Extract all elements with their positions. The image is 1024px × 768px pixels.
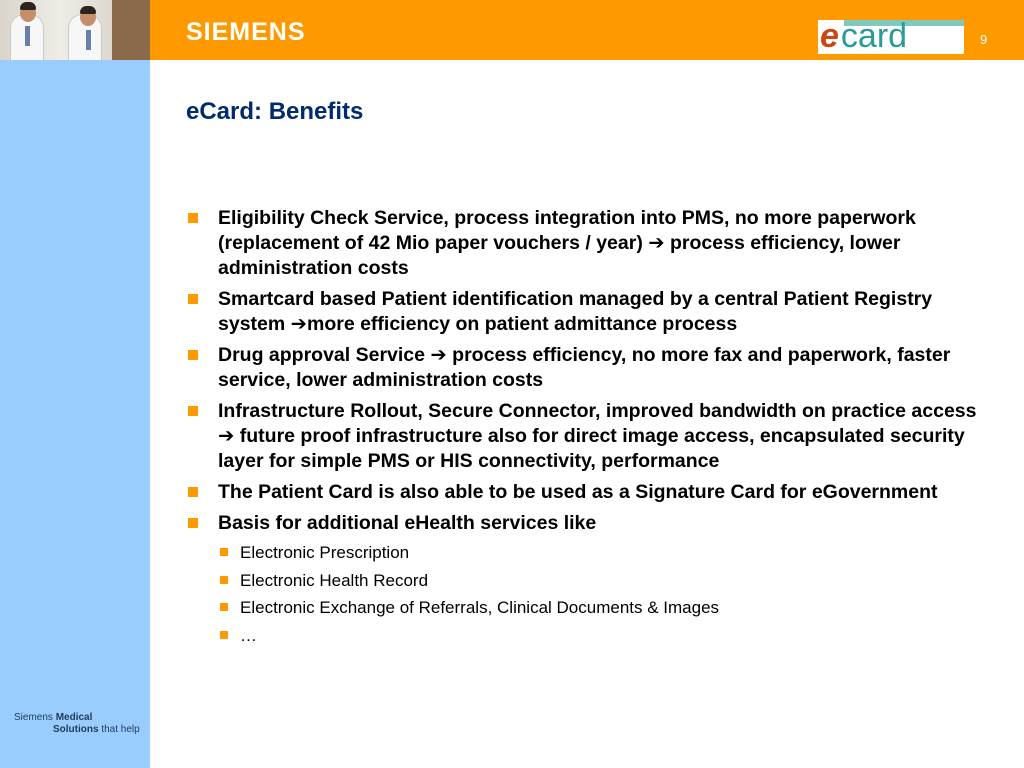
sub-bullet-text: … bbox=[240, 625, 257, 645]
bullet-text: Eligibility Check Service, process integration into PMS, no more paperwork (replacement of 42 Mio paper vouchers / year) bbox=[218, 207, 916, 254]
bullet-item bbox=[186, 511, 986, 536]
bullet-text: process efficiency, lower administration costs bbox=[218, 232, 901, 279]
bullet-text: Infrastructure Rollout, Secure Connector, improved bandwidth on practice access bbox=[218, 400, 977, 422]
ecard-logo bbox=[818, 17, 964, 55]
bullet-item bbox=[186, 343, 986, 393]
bullet-square-icon bbox=[188, 294, 198, 304]
sub-bullet-list bbox=[186, 542, 986, 647]
ecard-logo-text bbox=[818, 16, 964, 56]
sub-bullet-item bbox=[186, 542, 986, 564]
bullet-text: more efficiency on patient admittance process bbox=[306, 313, 738, 335]
bullet-square-icon bbox=[188, 213, 198, 223]
bullet-item bbox=[186, 399, 986, 474]
bullet-square-icon bbox=[220, 603, 228, 611]
sub-bullet-text: Electronic Prescription bbox=[240, 543, 410, 562]
footer-medical: Medical bbox=[55, 712, 93, 723]
footer-solutions: Solutions bbox=[53, 724, 99, 735]
bullet-square-icon bbox=[188, 487, 198, 497]
bullet-item bbox=[186, 287, 986, 337]
right-arrow-icon: ➔ bbox=[648, 232, 665, 254]
bullet-square-icon bbox=[188, 350, 198, 360]
photo-door bbox=[112, 0, 150, 60]
header-photo bbox=[0, 0, 150, 60]
bullet-square-icon bbox=[188, 518, 198, 528]
bullet-item bbox=[186, 480, 986, 505]
sub-bullet-item bbox=[186, 625, 986, 647]
bullet-text: future proof infrastructure also for direct image access, encapsulated security layer for simple PMS or HIS connectivity, performance bbox=[218, 425, 965, 472]
footer-siemens: Siemens bbox=[14, 712, 53, 723]
ecard-logo-card: card bbox=[840, 17, 908, 55]
slide-title: eCard: Benefits bbox=[186, 98, 364, 125]
bullet-square-icon bbox=[220, 576, 228, 584]
bullet-list bbox=[186, 206, 986, 652]
bullet-text: Basis for additional eHealth services like bbox=[218, 512, 597, 534]
bullet-text: process efficiency, no more fax and paperwork, faster service, lower administration costs bbox=[218, 344, 951, 391]
sub-bullet-item bbox=[186, 570, 986, 592]
photo-tie-right bbox=[86, 30, 91, 50]
bullet-text: Drug approval Service bbox=[218, 344, 431, 366]
right-arrow-icon: ➔ bbox=[218, 425, 235, 447]
right-arrow-icon: ➔ bbox=[430, 344, 447, 366]
photo-hair-right bbox=[80, 6, 96, 14]
side-bar bbox=[0, 60, 150, 768]
siemens-logo: SIEMENS bbox=[186, 18, 306, 46]
bullet-text: The Patient Card is also able to be used as a Signature Card for eGovernment bbox=[218, 481, 938, 503]
bullet-text: Smartcard based Patient identification managed by a central Patient Registry system bbox=[218, 288, 933, 335]
siemens-medical-solutions-logo bbox=[14, 712, 144, 742]
right-arrow-icon: ➔ bbox=[290, 313, 307, 335]
photo-hair-left bbox=[20, 2, 36, 10]
bullet-item bbox=[186, 206, 986, 281]
sub-bullet-item bbox=[186, 597, 986, 619]
sub-bullet-text: Electronic Health Record bbox=[240, 570, 429, 590]
page-number: 9 bbox=[980, 32, 988, 47]
sub-bullet-text: Electronic Exchange of Referrals, Clinical Documents & Images bbox=[240, 598, 720, 617]
footer-that-help: that help bbox=[101, 724, 140, 735]
photo-tie-left bbox=[25, 26, 30, 46]
ecard-logo-e: e bbox=[820, 17, 839, 55]
bullet-square-icon bbox=[188, 406, 198, 416]
bullet-square-icon bbox=[220, 548, 228, 556]
bullet-square-icon bbox=[220, 631, 228, 639]
